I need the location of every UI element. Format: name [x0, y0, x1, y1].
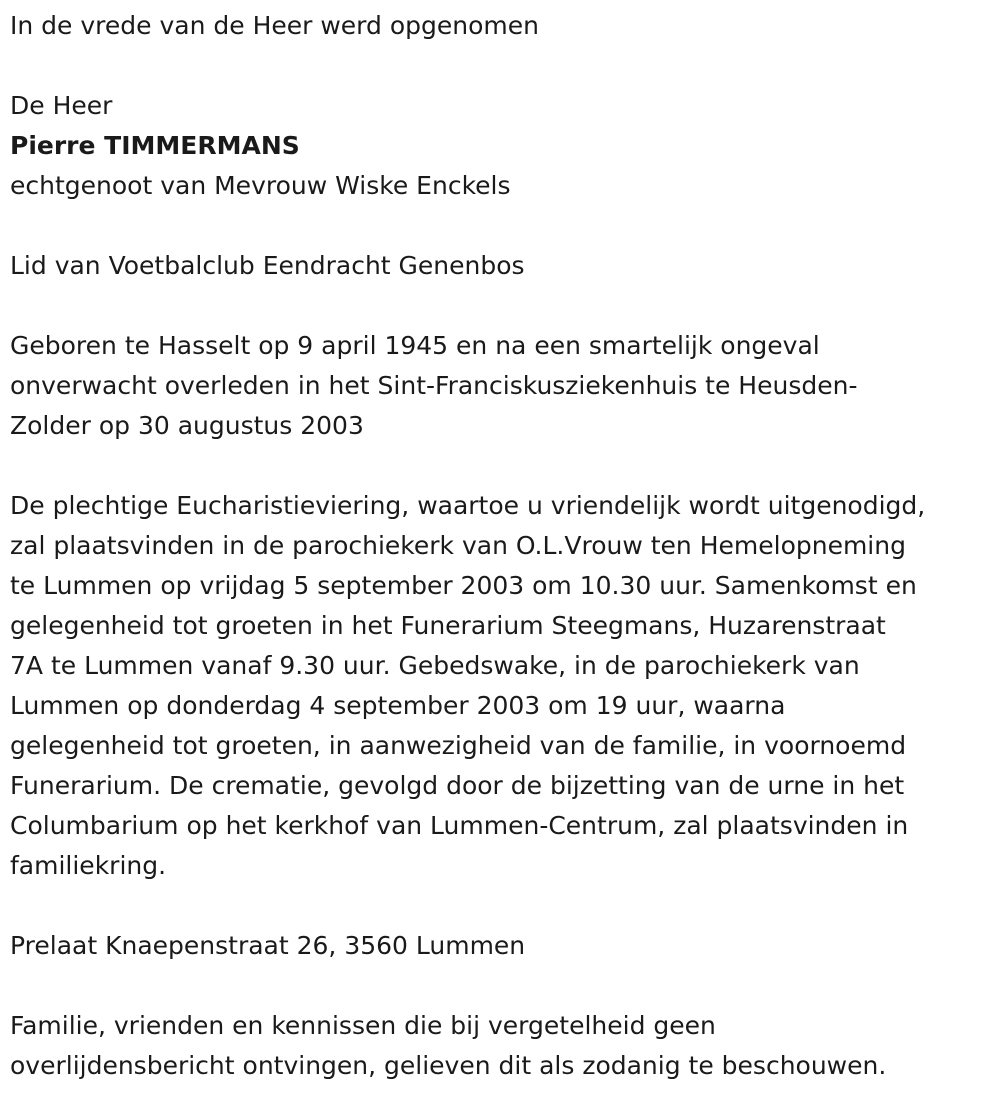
- paragraph-line: onverwacht overleden in het Sint-Franciskusziekenhuis te Heusden-: [10, 371, 858, 400]
- ceremony-paragraph: [10, 486, 995, 886]
- birth-death-paragraph: [10, 326, 995, 446]
- paragraph-line: Funerarium. De crematie, gevolgd door de bijzetting van de urne in het: [10, 771, 905, 800]
- spacer: [10, 46, 995, 86]
- paragraph-line: gelegenheid tot groeten, in aanwezigheid van de familie, in voornoemd: [10, 731, 907, 760]
- address-line: Prelaat Knaepenstraat 26, 3560 Lummen: [10, 931, 526, 960]
- spacer: [10, 886, 995, 926]
- deceased-name: Pierre TIMMERMANS: [10, 131, 300, 160]
- intro-line: In de vrede van de Heer werd opgenomen: [10, 11, 539, 40]
- paragraph-line: gelegenheid tot groeten in het Funerarium Steegmans, Huzarenstraat: [10, 611, 886, 640]
- paragraph-line: 7A te Lummen vanaf 9.30 uur. Gebedswake, in de parochiekerk van: [10, 651, 860, 680]
- spacer: [10, 206, 995, 246]
- spacer: [10, 966, 995, 1006]
- spacer: [10, 286, 995, 326]
- paragraph-line: Geboren te Hasselt op 9 april 1945 en na een smartelijk ongeval: [10, 331, 820, 360]
- paragraph-line: Columbarium op het kerkhof van Lummen-Centrum, zal plaatsvinden in: [10, 811, 909, 840]
- membership-line: Lid van Voetbalclub Eendracht Genenbos: [10, 251, 525, 280]
- closing-paragraph: [10, 1006, 995, 1086]
- spouse-line: echtgenoot van Mevrouw Wiske Enckels: [10, 171, 511, 200]
- paragraph-line: familiekring.: [10, 851, 167, 880]
- spacer: [10, 446, 995, 486]
- paragraph-line: Zolder op 30 augustus 2003: [10, 411, 364, 440]
- title-prefix: De Heer: [10, 91, 113, 120]
- paragraph-line: zal plaatsvinden in de parochiekerk van O.L.Vrouw ten Hemelopneming: [10, 531, 906, 560]
- paragraph-line: te Lummen op vrijdag 5 september 2003 om 10.30 uur. Samenkomst en: [10, 571, 917, 600]
- death-notice: [10, 0, 995, 1086]
- paragraph-line: overlijdensbericht ontvingen, gelieven dit als zodanig te beschouwen.: [10, 1051, 887, 1080]
- paragraph-line: Lummen op donderdag 4 september 2003 om 19 uur, waarna: [10, 691, 786, 720]
- paragraph-line: Familie, vrienden en kennissen die bij vergetelheid geen: [10, 1011, 716, 1040]
- paragraph-line: De plechtige Eucharistieviering, waartoe u vriendelijk wordt uitgenodigd,: [10, 491, 926, 520]
